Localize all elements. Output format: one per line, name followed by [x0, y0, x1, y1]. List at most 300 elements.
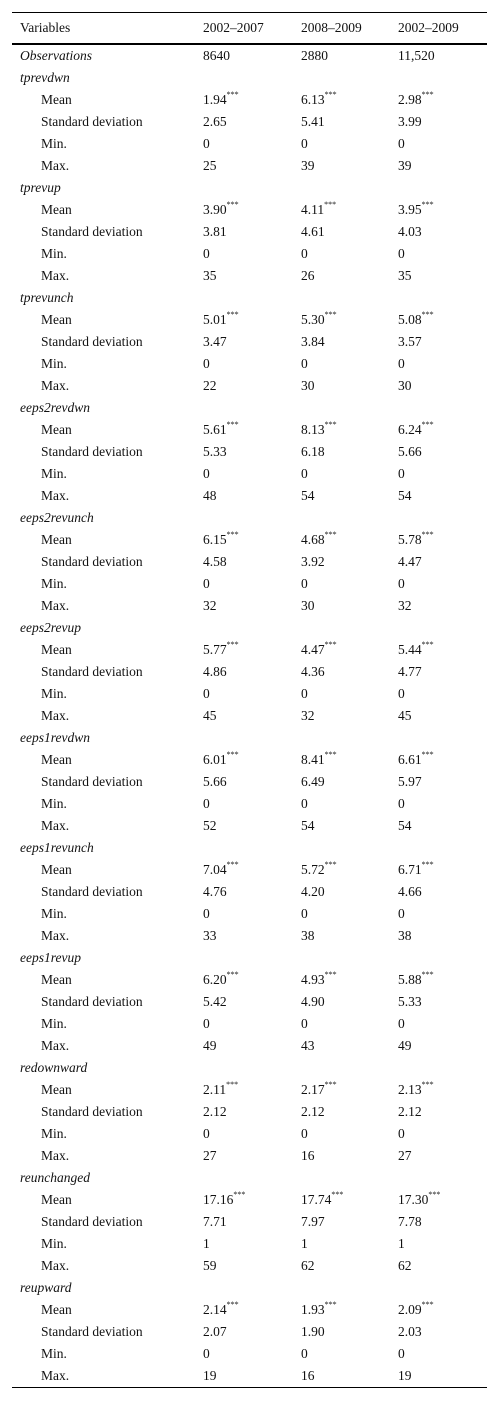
stat-number: 4.11: [301, 202, 325, 217]
stat-label: Max.: [41, 158, 70, 173]
stat-number: 0: [301, 466, 308, 481]
stat-number: 2.09: [398, 1302, 422, 1317]
stat-number: 1.94: [203, 92, 227, 107]
variable-name-row: [12, 287, 487, 309]
stat-number: 30: [301, 598, 315, 613]
stat-label: Max.: [41, 708, 70, 723]
stat-number: 5.44: [398, 642, 422, 657]
stat-row-mean: [12, 859, 487, 881]
stat-label: Mean: [41, 642, 72, 657]
stat-number: 5.30: [301, 312, 325, 327]
stat-value: [203, 111, 227, 133]
stat-number: 5.01: [203, 312, 227, 327]
stat-label: Min.: [41, 466, 67, 481]
stat-number: 3.47: [203, 334, 227, 349]
stat-value: [301, 705, 315, 727]
stat-number: 49: [203, 1038, 217, 1053]
variable-name: eeps2revunch: [20, 510, 94, 525]
stat-row-mean: [12, 419, 487, 441]
stat-number: 30: [398, 378, 412, 393]
stat-number: 38: [398, 928, 412, 943]
stat-number: 6.49: [301, 774, 325, 789]
stat-row-mean: [12, 89, 487, 111]
observations-value: 8640: [203, 48, 230, 63]
stat-value: [398, 1255, 412, 1277]
stat-number: 4.47: [301, 642, 325, 657]
stat-value: [203, 551, 227, 573]
stat-value: [398, 1013, 405, 1035]
significance-marker: ***: [233, 1190, 246, 1199]
variable-name: tprevunch: [20, 290, 74, 305]
stat-row-sd: [12, 771, 487, 793]
stat-value: [398, 771, 422, 793]
stat-value: [203, 133, 210, 155]
stat-value: [398, 441, 422, 463]
stat-value: [301, 463, 308, 485]
stat-row-min: [12, 793, 487, 815]
stat-row-max: [12, 595, 487, 617]
stat-value: [203, 1013, 210, 1035]
stat-value: [301, 859, 337, 881]
stat-value: [398, 1123, 405, 1145]
stat-number: 0: [203, 796, 210, 811]
stat-value: [203, 1211, 227, 1233]
significance-marker: ***: [324, 310, 337, 319]
stat-row-mean: [12, 529, 487, 551]
stat-label: Mean: [41, 312, 72, 327]
stat-value: [203, 1101, 227, 1123]
stat-number: 62: [398, 1258, 412, 1273]
stat-number: 45: [203, 708, 217, 723]
stat-row-min: [12, 1233, 487, 1255]
stat-row-mean: [12, 1189, 487, 1211]
stat-number: 52: [203, 818, 217, 833]
stat-value: [203, 1145, 217, 1167]
stat-label: Min.: [41, 906, 67, 921]
stat-row-max: [12, 705, 487, 727]
stat-number: 2.13: [398, 1082, 422, 1097]
stat-row-max: [12, 1145, 487, 1167]
variable-name-row: [12, 727, 487, 749]
stat-number: 32: [301, 708, 315, 723]
stat-value: [398, 969, 434, 991]
stat-label: Standard deviation: [41, 1214, 143, 1229]
stat-value: [398, 925, 412, 947]
stat-number: 35: [203, 268, 217, 283]
stat-number: 17.74: [301, 1192, 332, 1207]
stat-value: [398, 529, 434, 551]
stat-row-mean: [12, 199, 487, 221]
stat-row-max: [12, 155, 487, 177]
stat-number: 2.98: [398, 92, 422, 107]
significance-marker: ***: [226, 860, 239, 869]
stat-number: 5.77: [203, 642, 227, 657]
stat-label: Max.: [41, 1258, 70, 1273]
stat-number: 4.03: [398, 224, 422, 239]
stat-value: [398, 1343, 405, 1365]
stat-label: Mean: [41, 202, 72, 217]
stat-value: [203, 441, 227, 463]
variable-name-row: [12, 397, 487, 419]
stat-row-max: [12, 1365, 487, 1387]
stat-label: Min.: [41, 136, 67, 151]
stat-value: [398, 199, 434, 221]
significance-marker: ***: [421, 420, 434, 429]
stat-row-min: [12, 353, 487, 375]
stat-number: 0: [203, 466, 210, 481]
table-bottom-rule: [12, 1387, 487, 1388]
stat-number: 0: [398, 1346, 405, 1361]
significance-marker: ***: [421, 1300, 434, 1309]
observations-label: Observations: [20, 48, 92, 63]
stat-label: Mean: [41, 422, 72, 437]
stat-row-mean: [12, 639, 487, 661]
stat-value: [398, 155, 412, 177]
stat-value: [301, 1299, 337, 1321]
stat-number: 3.95: [398, 202, 422, 217]
stat-label: Min.: [41, 1346, 67, 1361]
stat-value: [398, 353, 405, 375]
stat-row-min: [12, 463, 487, 485]
stat-label: Max.: [41, 1038, 70, 1053]
stat-number: 27: [398, 1148, 412, 1163]
stat-number: 17.16: [203, 1192, 234, 1207]
significance-marker: ***: [421, 310, 434, 319]
stat-number: 0: [398, 136, 405, 151]
stat-label: Mean: [41, 92, 72, 107]
stat-row-min: [12, 133, 487, 155]
stat-number: 6.71: [398, 862, 422, 877]
stat-value: [301, 1255, 315, 1277]
stat-value: [398, 991, 422, 1013]
header-col-2008-2009: 2008–2009: [301, 20, 362, 35]
stat-value: [203, 749, 239, 771]
stat-row-sd: [12, 221, 487, 243]
stat-value: [398, 265, 412, 287]
significance-marker: ***: [226, 750, 239, 759]
stat-label: Min.: [41, 1016, 67, 1031]
stat-value: [301, 1013, 308, 1035]
stat-number: 6.13: [301, 92, 325, 107]
significance-marker: ***: [421, 530, 434, 539]
stat-value: [398, 463, 405, 485]
stat-number: 0: [301, 356, 308, 371]
stat-number: 32: [398, 598, 412, 613]
stat-value: [301, 265, 315, 287]
stat-value: [203, 1321, 227, 1343]
stat-label: Standard deviation: [41, 774, 143, 789]
stat-value: [301, 969, 337, 991]
stat-row-sd: [12, 1211, 487, 1233]
stat-value: [301, 1079, 337, 1101]
stat-value: [301, 749, 337, 771]
stat-number: 2.12: [301, 1104, 325, 1119]
stat-value: [203, 573, 210, 595]
stat-row-mean: [12, 1299, 487, 1321]
significance-marker: ***: [324, 750, 337, 759]
stat-value: [301, 1145, 315, 1167]
stat-number: 6.24: [398, 422, 422, 437]
stat-label: Standard deviation: [41, 334, 143, 349]
stat-row-sd: [12, 1321, 487, 1343]
stat-number: 5.41: [301, 114, 325, 129]
stat-value: [203, 1365, 217, 1387]
significance-marker: ***: [421, 200, 434, 209]
stat-number: 54: [301, 488, 315, 503]
stat-label: Max.: [41, 378, 70, 393]
stat-number: 0: [203, 906, 210, 921]
stat-number: 5.97: [398, 774, 422, 789]
stat-number: 32: [203, 598, 217, 613]
stat-number: 19: [398, 1368, 412, 1383]
stat-number: 8.13: [301, 422, 325, 437]
stat-number: 2.03: [398, 1324, 422, 1339]
variable-name-row: [12, 177, 487, 199]
stat-value: [398, 1189, 440, 1211]
stat-number: 3.81: [203, 224, 227, 239]
stat-row-max: [12, 815, 487, 837]
stat-value: [203, 309, 239, 331]
stat-number: 0: [203, 1346, 210, 1361]
stat-number: 5.66: [203, 774, 227, 789]
stat-row-sd: [12, 441, 487, 463]
observations-value: 2880: [301, 48, 328, 63]
stat-value: [301, 881, 325, 903]
stat-row-min: [12, 243, 487, 265]
variable-name: eeps1revup: [20, 950, 81, 965]
stat-number: 35: [398, 268, 412, 283]
stat-value: [301, 793, 308, 815]
stat-value: [398, 903, 405, 925]
stat-number: 4.36: [301, 664, 325, 679]
stat-value: [398, 683, 405, 705]
stat-number: 0: [398, 466, 405, 481]
stat-value: [203, 661, 227, 683]
stat-number: 0: [398, 1126, 405, 1141]
stat-value: [301, 353, 308, 375]
stat-number: 1.90: [301, 1324, 325, 1339]
stat-value: [203, 199, 239, 221]
stat-value: [301, 639, 337, 661]
variable-name-row: [12, 837, 487, 859]
stat-value: [398, 859, 434, 881]
variable-name: reunchanged: [20, 1170, 90, 1185]
stat-row-sd: [12, 991, 487, 1013]
significance-marker: ***: [226, 420, 239, 429]
stat-number: 0: [398, 796, 405, 811]
stat-number: 3.84: [301, 334, 325, 349]
stat-number: 4.58: [203, 554, 227, 569]
stat-value: [301, 551, 325, 573]
stat-label: Min.: [41, 356, 67, 371]
stat-number: 0: [398, 906, 405, 921]
stat-value: [203, 815, 217, 837]
stat-value: [203, 375, 217, 397]
stat-value: [398, 111, 422, 133]
stat-number: 48: [203, 488, 217, 503]
stat-value: [301, 1233, 308, 1255]
stat-value: [203, 485, 217, 507]
stat-value: [301, 441, 325, 463]
stat-row-sd: [12, 1101, 487, 1123]
variable-name-row: [12, 1057, 487, 1079]
stat-value: [301, 815, 315, 837]
stat-value: [301, 155, 315, 177]
stat-value: [301, 89, 337, 111]
stat-value: [301, 1035, 315, 1057]
variable-name-row: [12, 67, 487, 89]
stat-row-max: [12, 1255, 487, 1277]
variable-name-row: [12, 1277, 487, 1299]
stat-value: [398, 243, 405, 265]
variable-name: eeps1revdwn: [20, 730, 90, 745]
observations-row: [12, 45, 487, 67]
stat-number: 22: [203, 378, 217, 393]
stat-number: 4.93: [301, 972, 325, 987]
variable-name-row: [12, 1167, 487, 1189]
stat-number: 0: [398, 1016, 405, 1031]
stat-number: 0: [203, 136, 210, 151]
stat-number: 54: [398, 488, 412, 503]
stat-label: Standard deviation: [41, 994, 143, 1009]
stat-value: [301, 199, 336, 221]
stat-number: 4.20: [301, 884, 325, 899]
stat-label: Mean: [41, 862, 72, 877]
stat-value: [301, 683, 308, 705]
stat-value: [203, 419, 239, 441]
stat-row-mean: [12, 1079, 487, 1101]
stat-number: 0: [301, 686, 308, 701]
stat-number: 0: [398, 576, 405, 591]
stat-number: 5.72: [301, 862, 325, 877]
variable-name: tprevup: [20, 180, 61, 195]
stat-number: 0: [203, 686, 210, 701]
stat-number: 54: [398, 818, 412, 833]
stat-number: 2.11: [203, 1082, 227, 1097]
stat-value: [301, 1365, 315, 1387]
stat-number: 0: [301, 1016, 308, 1031]
significance-marker: ***: [421, 90, 434, 99]
stat-value: [301, 1343, 308, 1365]
variable-name-row: [12, 947, 487, 969]
stat-number: 5.33: [203, 444, 227, 459]
stat-number: 45: [398, 708, 412, 723]
stat-label: Standard deviation: [41, 224, 143, 239]
significance-marker: ***: [226, 1300, 239, 1309]
significance-marker: ***: [428, 1190, 441, 1199]
stat-value: [301, 1101, 325, 1123]
stat-value: [203, 155, 217, 177]
stat-value: [301, 111, 325, 133]
stat-row-max: [12, 265, 487, 287]
significance-marker: ***: [331, 1190, 344, 1199]
stat-value: [398, 1145, 412, 1167]
header-variables: Variables: [20, 20, 71, 35]
stat-value: [398, 1299, 434, 1321]
stat-row-mean: [12, 969, 487, 991]
stat-number: 16: [301, 1148, 315, 1163]
stat-value: [398, 375, 412, 397]
stat-value: [203, 793, 210, 815]
stat-number: 7.78: [398, 1214, 422, 1229]
stat-value: [398, 551, 422, 573]
stat-row-max: [12, 485, 487, 507]
stat-value: [398, 309, 434, 331]
stat-value: [301, 573, 308, 595]
significance-marker: ***: [421, 750, 434, 759]
stat-value: [203, 1079, 238, 1101]
stat-value: [301, 771, 325, 793]
stat-number: 6.61: [398, 752, 422, 767]
stat-number: 59: [203, 1258, 217, 1273]
stat-value: [301, 133, 308, 155]
stat-value: [203, 1233, 210, 1255]
stat-number: 4.66: [398, 884, 422, 899]
stat-label: Standard deviation: [41, 664, 143, 679]
stat-value: [398, 881, 422, 903]
stat-number: 17.30: [398, 1192, 429, 1207]
stat-value: [301, 243, 308, 265]
stat-value: [398, 705, 412, 727]
stat-number: 39: [398, 158, 412, 173]
significance-marker: ***: [324, 90, 337, 99]
stat-value: [398, 221, 422, 243]
stat-number: 54: [301, 818, 315, 833]
stat-number: 62: [301, 1258, 315, 1273]
stat-label: Max.: [41, 268, 70, 283]
stat-number: 0: [301, 136, 308, 151]
stat-number: 4.61: [301, 224, 325, 239]
stat-label: Standard deviation: [41, 554, 143, 569]
variable-name-row: [12, 507, 487, 529]
stat-number: 16: [301, 1368, 315, 1383]
stat-value: [398, 573, 405, 595]
stat-number: 0: [301, 1346, 308, 1361]
stat-number: 49: [398, 1038, 412, 1053]
significance-marker: ***: [421, 860, 434, 869]
stat-number: 4.90: [301, 994, 325, 1009]
stat-value: [301, 1189, 343, 1211]
stat-value: [203, 1343, 210, 1365]
stat-label: Max.: [41, 1148, 70, 1163]
significance-marker: ***: [226, 90, 239, 99]
stat-number: 5.33: [398, 994, 422, 1009]
stat-number: 5.88: [398, 972, 422, 987]
significance-marker: ***: [324, 970, 337, 979]
stat-label: Standard deviation: [41, 444, 143, 459]
stat-number: 7.71: [203, 1214, 227, 1229]
stat-value: [398, 1101, 422, 1123]
stat-number: 1: [301, 1236, 308, 1251]
significance-marker: ***: [421, 640, 434, 649]
stat-number: 2.65: [203, 114, 227, 129]
stat-value: [398, 815, 412, 837]
stat-number: 5.08: [398, 312, 422, 327]
stat-value: [203, 881, 227, 903]
statistics-table: [12, 12, 487, 1388]
stat-value: [398, 419, 434, 441]
stat-label: Mean: [41, 972, 72, 987]
variable-name-row: [12, 617, 487, 639]
significance-marker: ***: [324, 200, 337, 209]
stat-value: [203, 595, 217, 617]
stat-number: 0: [203, 356, 210, 371]
stat-number: 0: [398, 246, 405, 261]
stat-value: [398, 1035, 412, 1057]
stat-value: [398, 133, 405, 155]
significance-marker: ***: [421, 1080, 434, 1089]
stat-number: 2.12: [398, 1104, 422, 1119]
